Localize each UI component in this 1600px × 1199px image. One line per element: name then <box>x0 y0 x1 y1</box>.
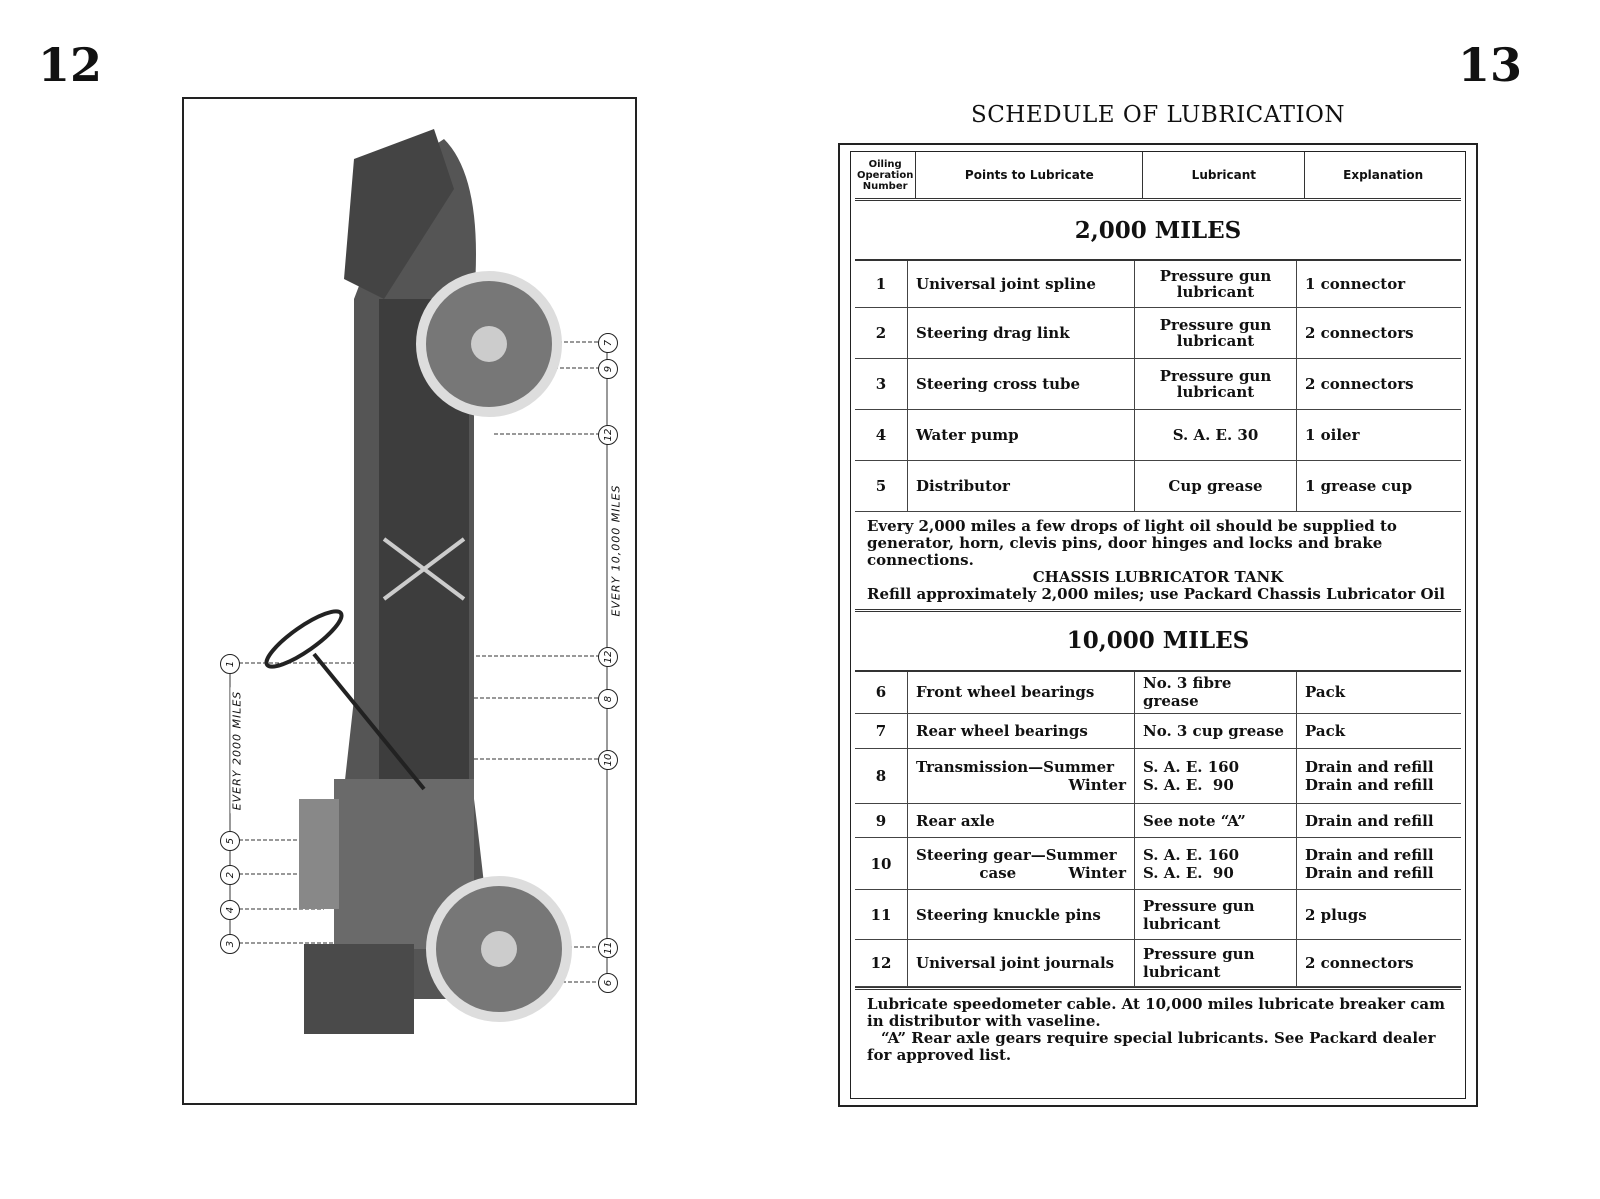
callout-3: 3 <box>220 934 240 954</box>
row-number-text: 4 <box>875 425 887 444</box>
row-number-text: 11 <box>870 905 892 924</box>
table-row <box>855 890 1461 940</box>
table-row <box>855 714 1461 749</box>
table-row <box>855 838 1461 890</box>
row-number-text: 1 <box>875 274 887 293</box>
row-number <box>855 261 908 307</box>
lubricant-text: Pressure gun lubricant <box>1159 266 1272 301</box>
explanation-text-2: Drain and refill <box>1305 863 1434 882</box>
point-to-lubricate-text: Steering drag link <box>916 323 1070 342</box>
explanation-text: 2 plugs <box>1305 905 1367 924</box>
lubricant-text: Cup grease <box>1168 476 1263 495</box>
page-number-right: 13 <box>1458 38 1523 92</box>
row-number <box>855 409 908 460</box>
row-number-text: 9 <box>875 811 887 830</box>
table-row <box>855 307 1461 358</box>
point-to-lubricate-text: Front wheel bearings <box>916 683 1095 702</box>
callout-8: 8 <box>598 689 618 709</box>
explanation <box>1297 940 1462 987</box>
explanation <box>1297 804 1462 838</box>
lubricant-text: See note “A” <box>1143 811 1246 830</box>
point-to-lubricate <box>908 409 1135 460</box>
point-to-lubricate <box>908 940 1135 987</box>
table-row <box>855 940 1461 987</box>
explanation <box>1297 307 1462 358</box>
point-to-lubricate-text-2: case Winter <box>979 863 1126 882</box>
lubricant <box>1135 838 1297 890</box>
explanation-text: Pack <box>1305 722 1346 740</box>
point-to-lubricate-text: Universal joint spline <box>916 274 1096 293</box>
header-explanation: Explanation <box>1305 152 1461 200</box>
row-number <box>855 460 908 511</box>
table-row <box>855 672 1461 714</box>
page-number-left: 12 <box>38 38 103 92</box>
row-number <box>855 307 908 358</box>
row-number-text: 12 <box>870 954 892 972</box>
lubricant-text: No. 3 cup grease <box>1143 722 1284 740</box>
explanation <box>1297 460 1462 511</box>
point-to-lubricate-text: Distributor <box>916 476 1010 495</box>
callout-12a: 12 <box>598 425 618 445</box>
point-to-lubricate-text: Water pump <box>916 425 1019 444</box>
lubricant <box>1135 409 1297 460</box>
header-number: Oiling Operation Number <box>855 152 916 200</box>
point-to-lubricate <box>908 890 1135 940</box>
tank-note: Refill approximately 2,000 miles; use Packard Chassis Lubricator Oil <box>867 584 1445 603</box>
header-points: Points to Lubricate <box>916 152 1143 200</box>
row-number-text: 6 <box>875 683 887 702</box>
callout-1: 1 <box>220 654 240 674</box>
lubricant-text: S. A. E. 160 <box>1143 758 1240 776</box>
callout-6: 6 <box>598 973 618 993</box>
explanation-text-2: Drain and refill <box>1305 776 1434 794</box>
lubricant-text: S. A. E. 30 <box>1172 425 1259 444</box>
every-10000-miles-label: EVERY 10,000 MILES <box>610 481 623 619</box>
point-to-lubricate <box>908 460 1135 511</box>
callout-7: 7 <box>598 333 618 353</box>
lubricant-text: Pressure gun <box>1143 896 1255 915</box>
point-to-lubricate <box>908 307 1135 358</box>
point-to-lubricate-text: Transmission—Summer <box>916 758 1115 776</box>
callout-9: 9 <box>598 359 618 379</box>
explanation <box>1297 672 1462 714</box>
callout-4: 4 <box>220 900 240 920</box>
lubricant-text: Pressure gun lubricant <box>1159 366 1272 401</box>
callout-2: 2 <box>220 865 240 885</box>
lubricant-text-2: lubricant <box>1143 914 1221 933</box>
explanation-text: Drain and refill <box>1305 811 1434 830</box>
lubricant-text-2: lubricant <box>1143 963 1221 981</box>
chassis-illustration <box>184 99 639 1107</box>
explanation <box>1297 714 1462 749</box>
lubricant <box>1135 261 1297 307</box>
lubricant <box>1135 749 1297 804</box>
row-number <box>855 838 908 890</box>
row-number-text: 3 <box>875 374 887 393</box>
section-2000-miles: 2,000 MILES <box>855 200 1461 261</box>
table-row <box>855 460 1461 511</box>
point-to-lubricate <box>908 261 1135 307</box>
explanation-text: 2 connectors <box>1305 954 1414 972</box>
row-number-text: 7 <box>875 722 887 740</box>
point-to-lubricate-text: Universal joint journals <box>916 954 1115 972</box>
row-number <box>855 940 908 987</box>
lubricant <box>1135 672 1297 714</box>
section2-rows <box>855 672 1461 988</box>
point-to-lubricate-text-2: Winter <box>1068 776 1126 794</box>
table-row <box>855 358 1461 409</box>
table-header <box>855 152 1461 200</box>
row-number <box>855 672 908 714</box>
explanation <box>1297 890 1462 940</box>
lubricant-text: S. A. E. 160 <box>1143 845 1240 864</box>
light-oil-note: Every 2,000 miles a few drops of light oil should be supplied to generator, horn, clevis pins, door hinges and locks and brake connections. <box>867 516 1397 569</box>
lubricant-text: Pressure gun <box>1143 945 1255 963</box>
lubricant <box>1135 460 1297 511</box>
row-number-text: 10 <box>870 854 892 873</box>
callout-10: 10 <box>598 750 618 770</box>
explanation-text: 2 connectors <box>1305 374 1414 393</box>
explanation <box>1297 749 1462 804</box>
point-to-lubricate-text: Steering cross tube <box>916 374 1081 393</box>
callout-5: 5 <box>220 831 240 851</box>
explanation-text: 1 oiler <box>1305 425 1360 444</box>
point-to-lubricate <box>908 838 1135 890</box>
speedometer-note: Lubricate speedometer cable. At 10,000 miles lubricate breaker cam in distributor with vaseline. <box>867 995 1445 1030</box>
point-to-lubricate <box>908 749 1135 804</box>
explanation-text: Drain and refill <box>1305 845 1434 864</box>
explanation-text: 1 grease cup <box>1305 476 1413 495</box>
section-10000-miles: 10,000 MILES <box>855 610 1461 671</box>
lubricant-text-2: S. A. E. 90 <box>1143 776 1234 794</box>
section1-rows <box>855 261 1461 512</box>
lubricant <box>1135 358 1297 409</box>
row-number-text: 2 <box>875 323 887 342</box>
schedule-title: SCHEDULE OF LUBRICATION <box>970 102 1346 128</box>
point-to-lubricate <box>908 804 1135 838</box>
explanation <box>1297 261 1462 307</box>
row-number <box>855 890 908 940</box>
note-10000 <box>855 987 1461 1070</box>
explanation-text: 2 connectors <box>1305 323 1414 342</box>
lubricant-text: No. 3 fibre grease <box>1143 674 1232 711</box>
table-row <box>855 409 1461 460</box>
row-number <box>855 749 908 804</box>
explanation <box>1297 358 1462 409</box>
lubricant <box>1135 714 1297 749</box>
explanation-text: 1 connector <box>1305 274 1406 293</box>
explanation-text: Pack <box>1305 683 1346 702</box>
point-to-lubricate-text: Steering knuckle pins <box>916 905 1101 924</box>
explanation-text: Drain and refill <box>1305 758 1434 776</box>
table-row <box>855 261 1461 307</box>
lubricant-text: Pressure gun lubricant <box>1159 315 1272 350</box>
header-lubricant: Lubricant <box>1143 152 1305 200</box>
note-2000 <box>855 512 1461 609</box>
table-row <box>855 749 1461 804</box>
lubrication-table <box>838 143 1478 1107</box>
row-number <box>855 804 908 838</box>
explanation <box>1297 409 1462 460</box>
lubricant <box>1135 940 1297 987</box>
tank-title: CHASSIS LUBRICATOR TANK <box>1032 567 1284 586</box>
explanation <box>1297 838 1462 890</box>
lubricant <box>1135 890 1297 940</box>
row-number <box>855 714 908 749</box>
point-to-lubricate <box>908 358 1135 409</box>
point-to-lubricate <box>908 714 1135 749</box>
row-number <box>855 358 908 409</box>
table-row <box>855 804 1461 838</box>
row-number-text: 8 <box>875 767 887 785</box>
point-to-lubricate <box>908 672 1135 714</box>
lubricant <box>1135 307 1297 358</box>
point-to-lubricate-text: Steering gear—Summer <box>916 845 1117 864</box>
point-to-lubricate-text: Rear axle <box>916 811 995 830</box>
lubricant-text-2: S. A. E. 90 <box>1143 863 1234 882</box>
point-to-lubricate-text: Rear wheel bearings <box>916 722 1088 740</box>
row-number-text: 5 <box>875 476 887 495</box>
chassis-figure <box>182 97 637 1105</box>
every-2000-miles-label: EVERY 2000 MILES <box>230 688 243 814</box>
callout-11: 11 <box>598 938 618 958</box>
callout-12b: 12 <box>598 647 618 667</box>
lubricant <box>1135 804 1297 838</box>
note-a: “A” Rear axle gears require special lubricants. See Packard dealer for approved list. <box>867 1029 1436 1064</box>
